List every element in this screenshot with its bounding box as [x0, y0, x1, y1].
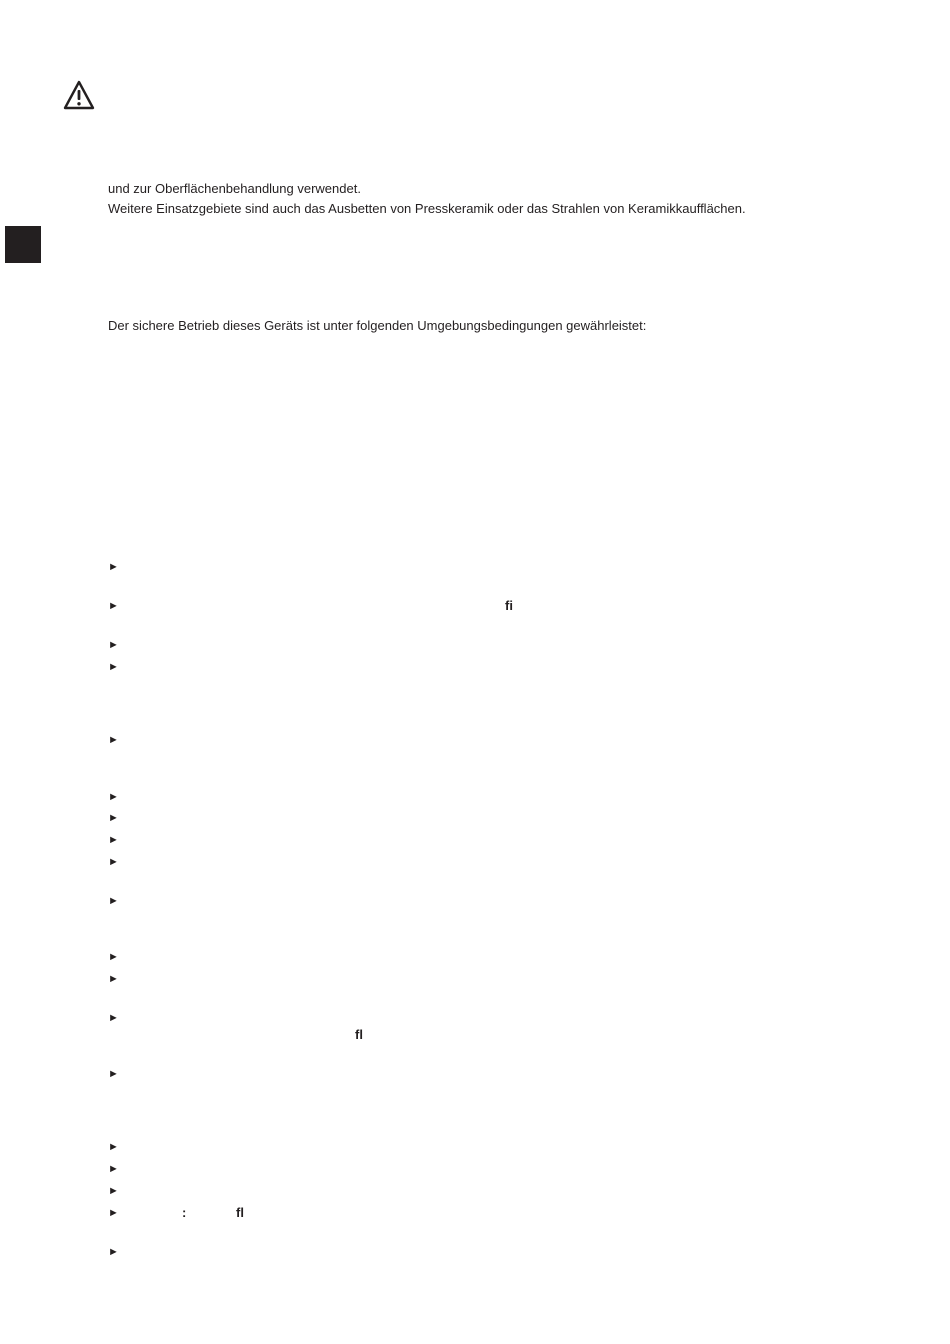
- bullet-marker: ►: [108, 1246, 119, 1258]
- bullet-marker: ►: [108, 973, 119, 985]
- bullet-marker: ►: [108, 1207, 119, 1219]
- bullet-marker: ►: [108, 951, 119, 963]
- bullet-marker: ►: [108, 834, 119, 846]
- chapter-tab: [5, 226, 41, 263]
- colon-glyph: :: [182, 1205, 187, 1220]
- bullet-marker: ►: [108, 561, 119, 573]
- bullet-marker: ►: [108, 639, 119, 651]
- intro-line-2: Weitere Einsatzgebiete sind auch das Ausbetten von Presskeramik oder das Strahlen von Keramikkaufflächen.: [108, 201, 746, 216]
- bullet-marker: ►: [108, 1185, 119, 1197]
- bullet-marker: ►: [108, 856, 119, 868]
- bullet-marker: ►: [108, 895, 119, 907]
- bullet-marker: ►: [108, 734, 119, 746]
- bullet-marker: ►: [108, 812, 119, 824]
- bullet-marker: ►: [108, 1068, 119, 1080]
- bullet-marker: ►: [108, 1012, 119, 1024]
- intro-line-1: und zur Oberflächenbehandlung verwendet.: [108, 181, 361, 196]
- ligature-glyph: fi: [505, 598, 513, 613]
- warning-triangle-icon: [63, 80, 95, 110]
- environment-text: Der sichere Betrieb dieses Geräts ist unter folgenden Umgebungsbedingungen gewährleistet:: [108, 318, 647, 333]
- bullet-marker: ►: [108, 791, 119, 803]
- bullet-marker: ►: [108, 1163, 119, 1175]
- bullet-marker: ►: [108, 661, 119, 673]
- ligature-glyph: fl: [236, 1205, 244, 1220]
- bullet-marker: ►: [108, 600, 119, 612]
- bullet-marker: ►: [108, 1141, 119, 1153]
- ligature-glyph: fl: [355, 1027, 363, 1042]
